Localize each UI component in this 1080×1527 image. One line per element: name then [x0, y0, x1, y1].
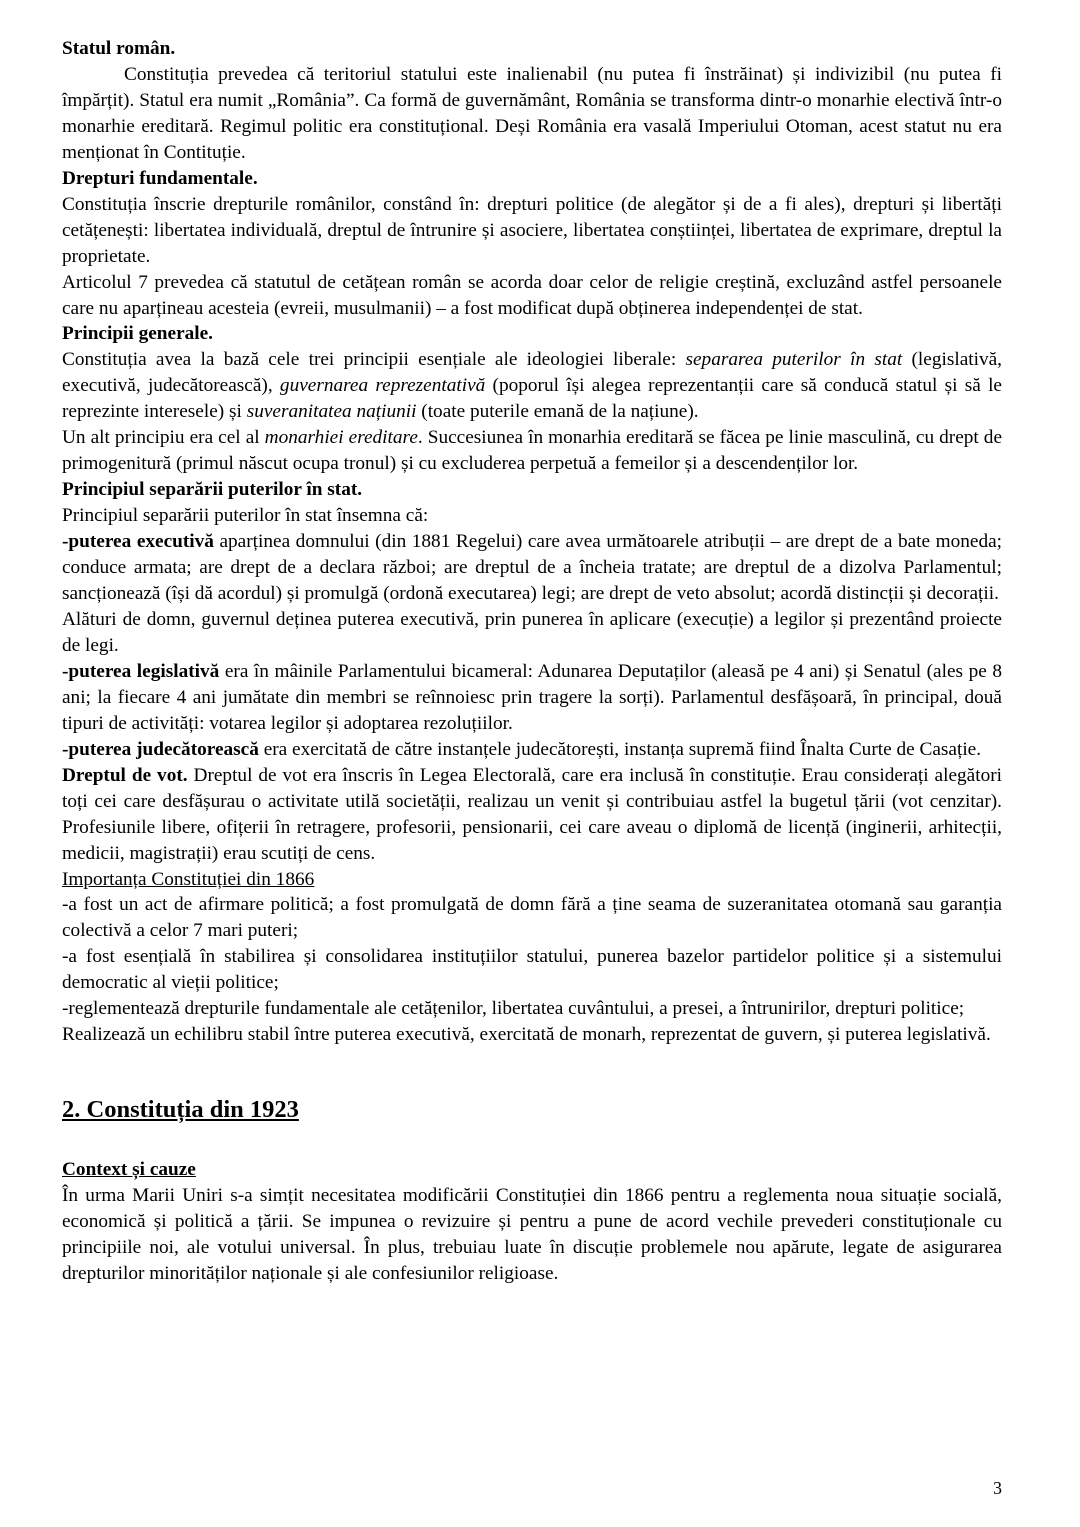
principii-term-suveranitatea: suveranitatea națiunii — [246, 401, 417, 423]
paragraph-separare-intro: Principiul separării puterilor în stat însemna că: — [62, 505, 429, 527]
principii-text-part-3: (poporul își alegea reprezentanții care să conducă statul și să le reprezinte interesele) și — [62, 375, 1002, 423]
principii-text-part-4: (toate puterile emană de la națiune). — [416, 401, 699, 423]
spacer-after-section — [62, 1127, 1002, 1157]
document-body — [62, 36, 1002, 1287]
heading-principii-generale: Principii generale. — [62, 323, 214, 345]
principii-term-guvernarea: guvernarea reprezentativă — [279, 375, 486, 397]
principii-term-separarea: separarea puterilor în stat — [685, 349, 903, 371]
body-dreptul-de-vot: Dreptul de vot era înscris în Legea Electorală, care era inclusă în constituție. Erau considerați alegători toți cei care desfășurau o activitate utilă societății, realizau un venit și contribuiau astfel la bugetul țării (vot cenzitar). Profesiunile libere, ofițerii în retragere, profesorii, pensionarii, cei care aveau o diplomă de licență (inginerii, arhitecții, medicii, magistrații) erau scutiți de cens. — [62, 764, 1002, 864]
paragraph-dreptul-de-vot — [62, 763, 1002, 867]
heading-importanta-constitutiei — [62, 867, 1002, 893]
lead-puterea-judecatoreasca: -puterea judecătorească — [62, 738, 259, 760]
heading-drepturi-fundamentale: Drepturi fundamentale. — [62, 167, 258, 189]
monarhie-term: monarhiei ereditare — [264, 427, 418, 449]
paragraph-articolul-7: Articolul 7 prevedea că statutul de cetățean român se acorda doar celor de religie creștină, excluzând astfel persoanele care nu aparțineau acesteia (evreii, musulmanii) – a fost modificat după obținerea independenței de stat. — [62, 271, 1002, 319]
monarhie-text-part-2: . Succesiunea în monarhia ereditară se făcea pe linie masculină, cu drept de primogenitură (primul născut ocupa tronul) și cu excluderea perpetuă a femeilor și a descendenților lor. — [62, 427, 1003, 475]
heading-statul-roman: Statul român. — [62, 38, 176, 59]
paragraph-importanta-1: -a fost un act de afirmare politică; a fost promulgată de domn fără a ține seama de suzeranitatea otomană sau garanția colectivă a celor 7 mari puteri; — [62, 894, 1002, 942]
heading-context-si-cauze: Context și cauze — [62, 1159, 196, 1181]
paragraph-monarhie-ereditara — [62, 425, 1002, 477]
lead-puterea-executiva: -puterea executivă — [62, 531, 214, 553]
heading-importanta-text: Importanța Constituției din 1866 — [62, 868, 315, 890]
section-title-constitutia-1923: 2. Constituția din 1923 — [62, 1096, 299, 1124]
heading-separarea-puterilor: Principiul separării puterilor în stat. — [62, 479, 363, 501]
paragraph-drepturi-fundamentale: Constituția înscrie drepturile românilor, constând în: drepturi politice (de alegător și de a fi ales), drepturi și libertăți cetățenești: libertatea individuală, dreptul de întrunire și asociere, libertatea conștiinței, libertatea de exprimare, dreptul la proprietate. — [62, 193, 1002, 267]
paragraph-importanta-4: Realizează un echilibru stabil între puterea executivă, exercitată de monarh, reprezentat de guvern, și puterea legislativă. — [62, 1024, 991, 1046]
body-puterea-legislativa: era în mâinile Parlamentului bicameral: Adunarea Deputaților (aleasă pe 4 ani) și Senatul (ales pe 8 ani; la fiecare 4 ani jumătate din membri se reînnoiesc prin tragere la sorți). Parlamentul desfășoară, în principal, două tipuri de activități: votarea legilor și adoptarea rezoluțiilor. — [62, 660, 1002, 734]
principii-text-part-1: Constituția avea la bază cele trei principii esențiale ale ideologiei liberale: — [62, 349, 686, 371]
paragraph-puterea-judecatoreasca — [62, 737, 1002, 763]
body-puterea-executiva: aparținea domnului (din 1881 Regelui) care avea următoarele atribuții – are drept de a bate moneda; conduce armata; are drept de a declara război; are dreptul de a încheia tratate; are dreptul de a dizolva Parlamentul; sancționează (își dă acordul) și promulgă (ordonă executarea) legi; are drept de veto absolut; acordă distincții și decorații. — [62, 531, 1003, 605]
monarhie-text-part-1: Un alt principiu era cel al — [62, 427, 265, 449]
paragraph-principii-liberale — [62, 347, 1002, 425]
page-number: 3 — [993, 1478, 1002, 1498]
principii-text-part-2: (legislativă, executivă, judecătorească), — [62, 349, 1002, 397]
lead-dreptul-de-vot: Dreptul de vot. — [62, 764, 188, 786]
paragraph-puterea-executiva — [62, 529, 1002, 607]
paragraph-importanta-3: -reglementează drepturile fundamentale ale cetățenilor, libertatea cuvântului, a presei, a întrunirilor, drepturi politice; — [62, 998, 965, 1020]
paragraph-statul-roman: Constituția prevedea că teritoriul statului este inalienabil (nu putea fi înstrăinat) și indivizibil (nu putea fi împărțit). Statul era numit „România”. Ca formă de guvernământ, România se transforma dintr-o monarhie electivă într-o monarhie ereditară. Regimul politic era constituțional. Deși România era vasală Imperiului Otoman, acest statut nu era menționat în Contituție. — [62, 63, 1002, 163]
lead-puterea-legislativa: -puterea legislativă — [62, 660, 220, 682]
paragraph-importanta-2: -a fost esențială în stabilirea și consolidarea instituțiilor statului, punerea bazelor partidelor politice și a sistemului democratic al vieții politice; — [62, 946, 1002, 994]
paragraph-context: În urma Marii Uniri s-a simțit necesitatea modificării Constituției din 1866 pentru a reglementa noua situație socială, economică și politică a țării. Se impunea o revizuire și pentru a pune de acord vechile prevederi constituționale cu principiile noi, ale votului universal. În plus, trebuiau luate în discuție problemele nou apărute, legate de asigurarea drepturilor minorităților naționale și ale confesiunilor religioase. — [62, 1185, 1002, 1284]
paragraph-guvern: Alături de domn, guvernul deținea puterea executivă, prin punerea în aplicare (execuție) a legilor și prezentând proiecte de legi. — [62, 608, 1002, 656]
body-puterea-judecatoreasca: era exercitată de către instanțele judecătorești, instanța supremă fiind Înalta Curte de Casație. — [258, 738, 982, 760]
spacer-before-section — [62, 1048, 1002, 1094]
paragraph-puterea-legislativa — [62, 659, 1002, 737]
